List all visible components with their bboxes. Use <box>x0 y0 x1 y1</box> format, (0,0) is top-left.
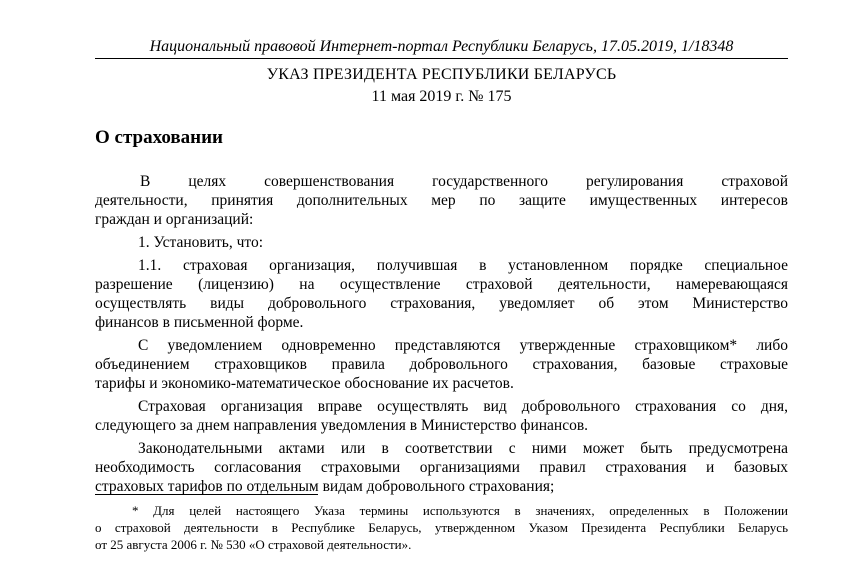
body-line: объединением страховщиков правила добровольного страхования, базовые страховые <box>95 356 788 373</box>
footnote-line: о страховой деятельности в Республике Беларусь, утвержденном Указом Президента Республики Беларусь <box>95 520 788 535</box>
body-line: деятельности, принятия дополнительных мер по защите имущественных интересов <box>95 192 788 209</box>
body-line: В целях совершенствования государственного регулирования страховой <box>140 173 788 190</box>
portal-header: Национальный правовой Интернет-портал Республики Беларусь, 17.05.2019, 1/18348 <box>149 38 734 55</box>
body-line: 1.1. страховая организация, получившая в установленном порядке специальное <box>138 257 788 274</box>
body-line: необходимость согласования страховыми организациями правил страхования и базовых <box>95 459 788 476</box>
body-line: Законодательными актами или в соответствии с ними может быть предусмотрена <box>138 440 788 457</box>
footnote-line: от 25 августа 2006 г. № 530 «О страховой деятельности». <box>95 537 412 552</box>
body-line: страховых тарифов по отдельным видам добровольного страхования; <box>95 478 555 495</box>
document-heading: О страховании <box>95 127 223 148</box>
body-line: граждан и организаций: <box>95 211 254 228</box>
footnote-line: * Для целей настоящего Указа термины используются в значениях, определенных в Положении <box>132 503 788 518</box>
body-line: финансов в письменной форме. <box>95 314 304 331</box>
header-divider <box>95 58 788 59</box>
body-line: разрешение (лицензию) на осуществление страховой деятельности, намеревающаяся <box>95 276 788 293</box>
body-line: С уведомлением одновременно представляются утвержденные страховщиком* либо <box>138 337 788 354</box>
body-line: следующего за днем направления уведомления в Министерство финансов. <box>95 417 589 434</box>
body-line: осуществлять виды добровольного страхования, уведомляет об этом Министерство <box>95 295 788 312</box>
decree-date-number: 11 мая 2019 г. № 175 <box>371 88 512 105</box>
decree-title: УКАЗ ПРЕЗИДЕНТА РЕСПУБЛИКИ БЕЛАРУСЬ <box>266 66 617 83</box>
footnote-divider <box>95 494 318 495</box>
body-line: 1. Установить, что: <box>138 234 264 251</box>
body-line: Страховая организация вправе осуществлять вид добровольного страхования со дня, <box>138 398 788 415</box>
body-line: тарифы и экономико-математическое обоснование их расчетов. <box>95 375 514 392</box>
